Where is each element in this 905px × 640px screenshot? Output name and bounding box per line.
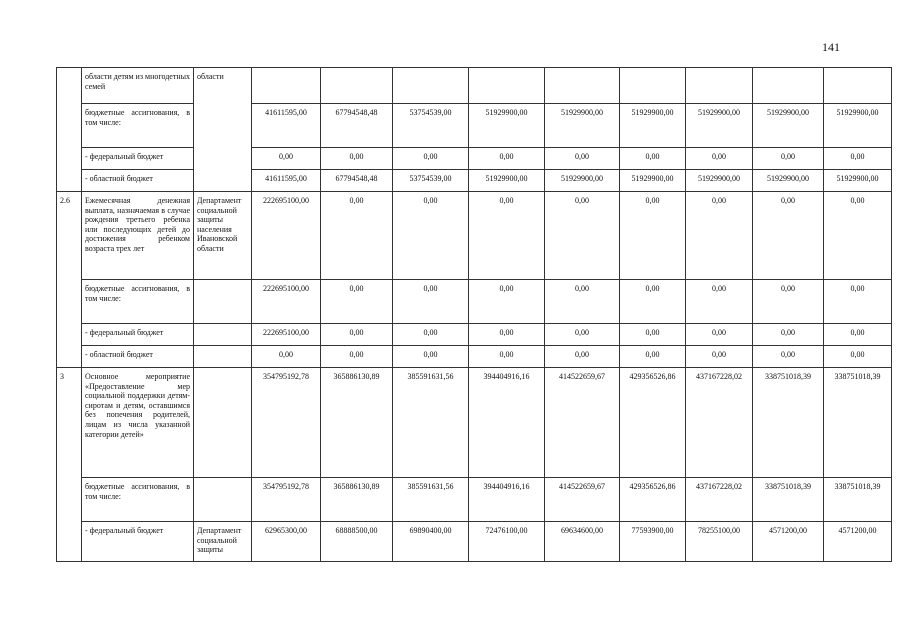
executor-name xyxy=(194,368,252,478)
value-cell: 0,00 xyxy=(824,280,892,324)
value-cell xyxy=(753,68,824,104)
value-cell: 222695100,00 xyxy=(252,324,321,346)
value-cell: 0,00 xyxy=(469,192,545,280)
value-cell: 0,00 xyxy=(824,324,892,346)
value-cell: 0,00 xyxy=(686,192,753,280)
value-cell: 51929900,00 xyxy=(824,170,892,192)
value-cell: 51929900,00 xyxy=(620,170,686,192)
budget-table xyxy=(56,67,892,562)
value-cell: 0,00 xyxy=(469,324,545,346)
value-cell: 394404916,16 xyxy=(469,368,545,478)
value-cell: 0,00 xyxy=(686,324,753,346)
value-cell: 0,00 xyxy=(753,280,824,324)
value-cell xyxy=(686,68,753,104)
value-cell: 0,00 xyxy=(321,280,393,324)
executor-name xyxy=(194,346,252,368)
value-cell: 437167228,02 xyxy=(686,368,753,478)
value-cell xyxy=(469,68,545,104)
value-cell: 51929900,00 xyxy=(686,104,753,148)
value-cell xyxy=(393,68,469,104)
activity-name: - федеральный бюджет xyxy=(82,522,194,562)
value-cell: 354795192,78 xyxy=(252,368,321,478)
value-cell: 4571200,00 xyxy=(753,522,824,562)
value-cell: 0,00 xyxy=(393,148,469,170)
value-cell: 0,00 xyxy=(321,148,393,170)
table-row xyxy=(57,170,892,192)
value-cell: 41611595,00 xyxy=(252,104,321,148)
value-cell: 414522659,67 xyxy=(545,478,620,522)
activity-name: - федеральный бюджет xyxy=(82,324,194,346)
table-row xyxy=(57,104,892,148)
value-cell: 0,00 xyxy=(252,148,321,170)
executor-name xyxy=(194,280,252,324)
value-cell: 0,00 xyxy=(824,192,892,280)
activity-name: бюджетные ассигнования, в том числе: xyxy=(82,280,194,324)
value-cell: 62965300,00 xyxy=(252,522,321,562)
value-cell: 0,00 xyxy=(686,148,753,170)
value-cell xyxy=(620,68,686,104)
value-cell: 338751018,39 xyxy=(824,478,892,522)
activity-name: области детям из многодетных семей xyxy=(82,68,194,104)
value-cell: 0,00 xyxy=(321,346,393,368)
value-cell: 365886130,89 xyxy=(321,368,393,478)
value-cell: 67794548,48 xyxy=(321,170,393,192)
value-cell: 0,00 xyxy=(824,346,892,368)
executor-name: области xyxy=(194,68,252,192)
value-cell: 385591631,56 xyxy=(393,368,469,478)
value-cell: 72476100,00 xyxy=(469,522,545,562)
value-cell: 51929900,00 xyxy=(545,104,620,148)
executor-name: Департамент социальной защиты населения Ивановской области xyxy=(194,192,252,280)
value-cell: 0,00 xyxy=(469,148,545,170)
value-cell: 338751018,39 xyxy=(753,368,824,478)
value-cell: 222695100,00 xyxy=(252,280,321,324)
row-number-cell: 2.6 xyxy=(57,192,82,368)
table-row xyxy=(57,148,892,170)
value-cell: 0,00 xyxy=(545,148,620,170)
value-cell: 429356526,86 xyxy=(620,478,686,522)
page-number: 141 xyxy=(822,40,840,54)
table-row xyxy=(57,522,892,562)
value-cell: 437167228,02 xyxy=(686,478,753,522)
value-cell: 69634600,00 xyxy=(545,522,620,562)
value-cell: 41611595,00 xyxy=(252,170,321,192)
value-cell: 0,00 xyxy=(753,346,824,368)
value-cell: 0,00 xyxy=(545,346,620,368)
value-cell: 77593900,00 xyxy=(620,522,686,562)
value-cell: 0,00 xyxy=(686,346,753,368)
table-row xyxy=(57,346,892,368)
value-cell: 67794548,48 xyxy=(321,104,393,148)
executor-name: Департамент социальной защиты xyxy=(194,522,252,562)
value-cell: 394404916,16 xyxy=(469,478,545,522)
value-cell: 4571200,00 xyxy=(824,522,892,562)
value-cell: 51929900,00 xyxy=(686,170,753,192)
value-cell: 51929900,00 xyxy=(824,104,892,148)
value-cell: 51929900,00 xyxy=(620,104,686,148)
activity-name: Ежемесячная денежная выплата, назначаемая в случае рождения третьего ребенка или последующих детей до достижения ребенком возраста трех лет xyxy=(82,192,194,280)
value-cell: 0,00 xyxy=(469,280,545,324)
value-cell: 0,00 xyxy=(620,148,686,170)
value-cell: 222695100,00 xyxy=(252,192,321,280)
value-cell: 0,00 xyxy=(753,148,824,170)
value-cell: 0,00 xyxy=(620,324,686,346)
table-row xyxy=(57,192,892,280)
value-cell: 0,00 xyxy=(252,346,321,368)
value-cell: 0,00 xyxy=(545,192,620,280)
value-cell: 51929900,00 xyxy=(753,104,824,148)
value-cell: 0,00 xyxy=(469,346,545,368)
value-cell: 53754539,00 xyxy=(393,104,469,148)
table-row xyxy=(57,368,892,478)
value-cell: 0,00 xyxy=(620,346,686,368)
value-cell: 338751018,39 xyxy=(824,368,892,478)
value-cell: 53754539,00 xyxy=(393,170,469,192)
value-cell: 0,00 xyxy=(393,280,469,324)
value-cell xyxy=(824,68,892,104)
activity-name: бюджетные ассигнования, в том числе: xyxy=(82,104,194,148)
activity-name: бюджетные ассигнования, в том числе: xyxy=(82,478,194,522)
value-cell: 51929900,00 xyxy=(545,170,620,192)
value-cell: 51929900,00 xyxy=(469,170,545,192)
value-cell: 0,00 xyxy=(753,324,824,346)
table-row xyxy=(57,280,892,324)
value-cell: 354795192,78 xyxy=(252,478,321,522)
value-cell: 0,00 xyxy=(321,324,393,346)
value-cell xyxy=(252,68,321,104)
value-cell: 0,00 xyxy=(393,346,469,368)
value-cell: 385591631,56 xyxy=(393,478,469,522)
value-cell xyxy=(545,68,620,104)
value-cell xyxy=(321,68,393,104)
value-cell: 0,00 xyxy=(620,192,686,280)
activity-name: - федеральный бюджет xyxy=(82,148,194,170)
value-cell: 365886130,89 xyxy=(321,478,393,522)
value-cell: 68888500,00 xyxy=(321,522,393,562)
row-number-cell xyxy=(57,68,82,192)
value-cell: 51929900,00 xyxy=(753,170,824,192)
value-cell: 338751018,39 xyxy=(753,478,824,522)
value-cell: 0,00 xyxy=(393,324,469,346)
table-row xyxy=(57,478,892,522)
value-cell: 0,00 xyxy=(545,324,620,346)
value-cell: 0,00 xyxy=(393,192,469,280)
value-cell: 51929900,00 xyxy=(469,104,545,148)
executor-name xyxy=(194,324,252,346)
activity-name: Основное мероприятие «Предоставление мер социальной поддержки детям-сиротам и детям, оставшимся без попечения родителей, лицам из числа указанной категории детей» xyxy=(82,368,194,478)
table-row xyxy=(57,68,892,104)
value-cell: 78255100,00 xyxy=(686,522,753,562)
value-cell: 69890400,00 xyxy=(393,522,469,562)
table-row xyxy=(57,324,892,346)
value-cell: 429356526,86 xyxy=(620,368,686,478)
activity-name: - областной бюджет xyxy=(82,346,194,368)
value-cell: 414522659,67 xyxy=(545,368,620,478)
value-cell: 0,00 xyxy=(824,148,892,170)
activity-name: - областной бюджет xyxy=(82,170,194,192)
value-cell: 0,00 xyxy=(545,280,620,324)
row-number-cell: 3 xyxy=(57,368,82,562)
value-cell: 0,00 xyxy=(686,280,753,324)
value-cell: 0,00 xyxy=(321,192,393,280)
executor-name xyxy=(194,478,252,522)
value-cell: 0,00 xyxy=(620,280,686,324)
value-cell: 0,00 xyxy=(753,192,824,280)
